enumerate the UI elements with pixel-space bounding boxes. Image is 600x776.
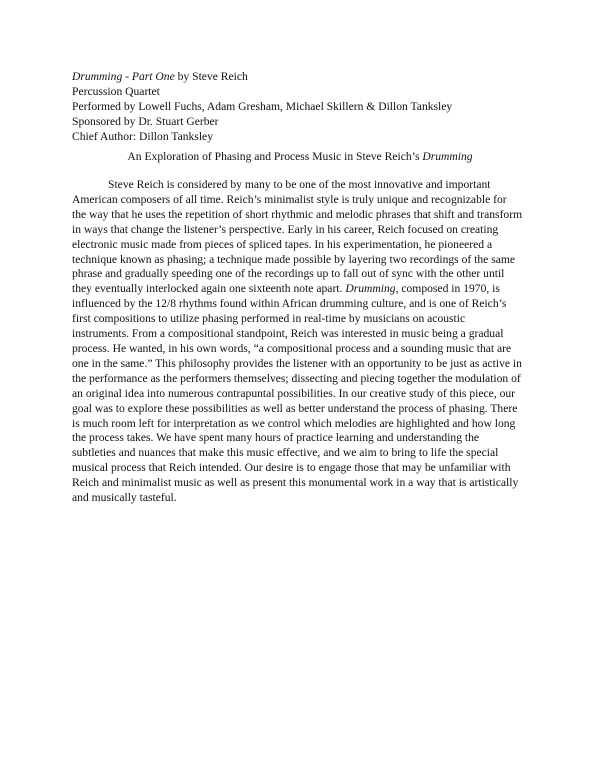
body-line: the performance as the performers themselves; dissecting and piecing together the modulation of [72,371,521,385]
body-line: musical process that Reich intended. Our desire is to engage those that may be unfamiliar with [72,461,511,475]
essay-title [72,150,528,165]
program-header [72,70,542,145]
body-line: Reich and minimalist music as well as present this monumental work in a way that is artistically [72,476,519,490]
body-line-text: composed in 1970, is [398,282,500,296]
body-line: goal was to explore these possibilities as well as better understand the process of phasing. There [72,401,518,415]
body-line: American composers of all time. Reich’s minimalist style is truly unique and recognizable for [72,192,507,206]
essay-title-italic: Drumming [422,150,473,163]
body-line: Steve Reich is considered by many to be one of the most innovative and important [108,178,491,191]
body-line: first compositions to utilize phasing performed in real-time by musicians on acoustic [72,312,466,326]
body-line: the process takes. We have spent many hours of practice learning and understanding the [72,431,480,445]
body-line: subtleties and nuances that make this music effective, and we aim to bring to life the special [72,446,499,460]
author-line: Chief Author: Dillon Tanksley [72,129,213,143]
body-line: and musically tasteful. [72,491,177,505]
body-line: an original idea into numerous contrapuntal possibilities. In our creative study of this piece, our [72,386,516,400]
body-line: one in the same.” This philosophy provides the listener with an opportunity to be just as active in [72,356,522,370]
essay-body [72,178,528,506]
body-line: is much room left for interpretation as we control which melodies are highlighted and how long [72,416,516,430]
body-line-text: they eventually interlocked again one sixteenth note apart. [72,282,343,296]
essay-title-text: An Exploration of Phasing and Process Music in Steve Reich’s [127,150,423,163]
body-line: in ways that change the listener’s perspective. Early in his career, Reich focused on creating [72,222,499,236]
body-line: process. He wanted, in his own words, “a compositional process and a sounding music that are [72,341,512,355]
body-line: instruments. From a compositional standpoint, Reich was interested in music being a gradual [72,327,504,341]
body-line [72,282,528,297]
body-line: the way that he uses the repetition of short rhythmic and melodic phrases that shift and transform [72,207,523,221]
sponsor-line: Sponsored by Dr. Stuart Gerber [72,114,219,128]
composer-credit: by Steve Reich [174,70,248,83]
piece-title: Drumming - Part One [72,70,175,83]
body-line: phrase and gradually speeding one of the recordings up to fall out of sync with the other until [72,267,505,281]
piece-name-italic: Drumming, [345,282,399,296]
body-line: technique known as phasing; a technique made possible by layering two recordings of the same [72,252,516,266]
ensemble-line: Percussion Quartet [72,84,160,98]
piece-title-line [72,70,542,85]
body-line: electronic music made from pieces of spliced tapes. In his experimentation, he pioneered a [72,237,493,251]
performers-line: Performed by Lowell Fuchs, Adam Gresham, Michael Skillern & Dillon Tanksley [72,99,453,113]
body-line: influenced by the 12/8 rhythms found within African drumming culture, and is one of Reich’s [72,297,507,311]
